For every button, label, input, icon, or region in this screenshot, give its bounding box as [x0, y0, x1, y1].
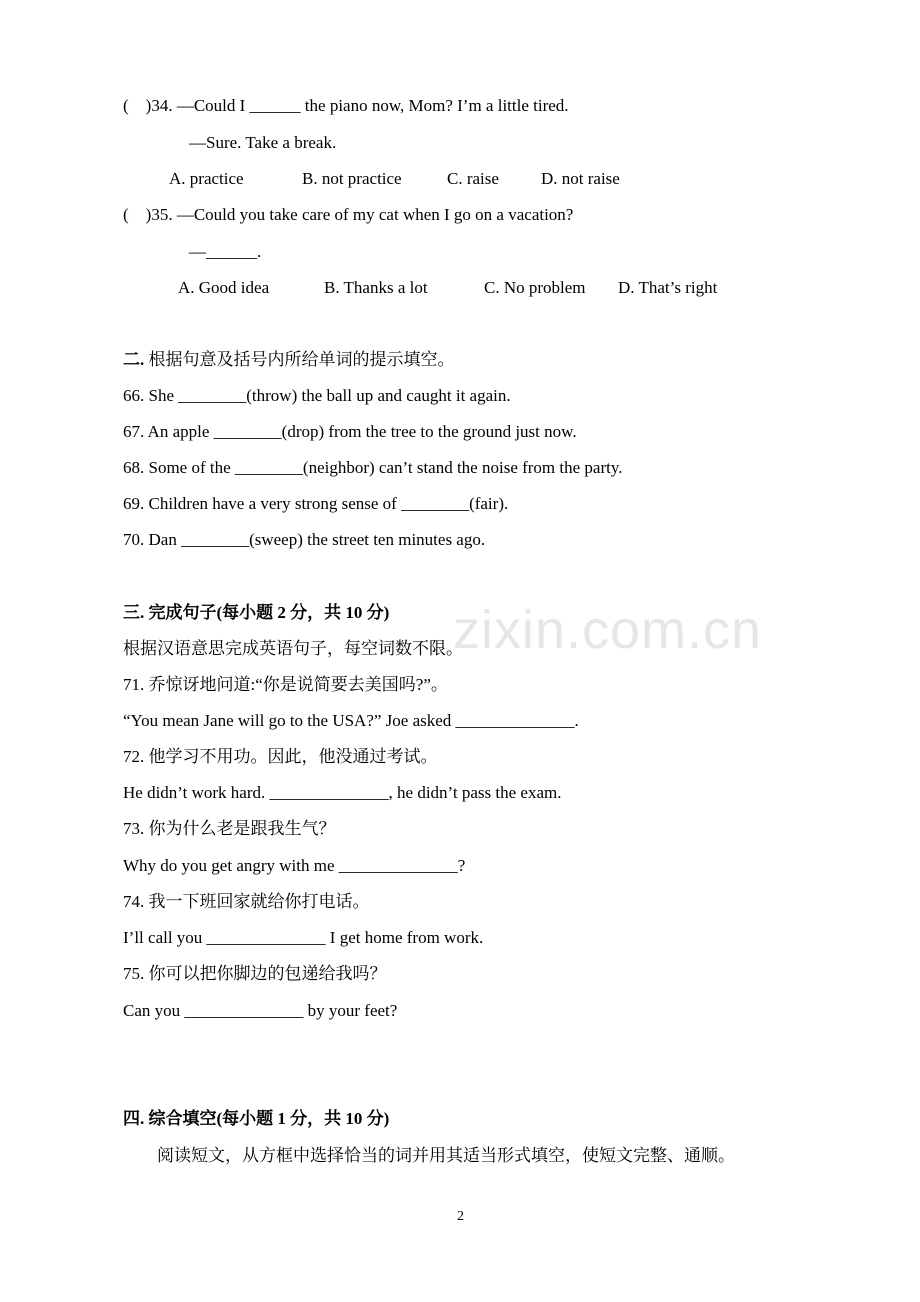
item-72-chinese: 72. 他学习不用功。因此，他没通过考试。	[123, 747, 438, 766]
item-74-english: I’ll call you ______________ I get home from work.	[123, 928, 484, 947]
item-73-english: Why do you get angry with me ______________?	[123, 856, 466, 875]
question-35-option-c: C. No problem	[484, 278, 586, 297]
section-2-title	[123, 350, 455, 370]
item-69: 69. Children have a very strong sense of ________(fair).	[123, 494, 509, 513]
question-34-option-b: B. not practice	[302, 169, 402, 188]
section-2-number: 二.	[123, 350, 145, 369]
question-35-option-d: D. That’s right	[618, 278, 718, 297]
section-4-instruction: 阅读短文，从方框中选择恰当的词并用其适当形式填空，使短文完整、通顺。	[157, 1146, 735, 1165]
item-68: 68. Some of the ________(neighbor) can’t stand the noise from the party.	[123, 458, 623, 477]
section-3-title: 三. 完成句子(每小题 2 分，共 10 分)	[123, 603, 390, 622]
item-75-english: Can you ______________ by your feet?	[123, 1001, 398, 1020]
item-67: 67. An apple ________(drop) from the tree to the ground just now.	[123, 422, 577, 441]
item-72-english: He didn’t work hard. ______________, he didn’t pass the exam.	[123, 783, 562, 802]
item-71-chinese: 71. 乔惊讶地问道:“你是说简要去美国吗?”。	[123, 675, 448, 694]
section-4-title: 四. 综合填空(每小题 1 分，共 10 分)	[123, 1109, 390, 1128]
question-35-option-a: A. Good idea	[178, 278, 270, 297]
question-34: ( )34. —Could I ______ the piano now, Mom? I’m a little tired.	[123, 96, 569, 115]
item-70: 70. Dan ________(sweep) the street ten minutes ago.	[123, 530, 486, 549]
watermark: zixin.com.cn	[453, 600, 763, 660]
question-34-reply: —Sure. Take a break.	[189, 133, 337, 152]
question-35-option-b: B. Thanks a lot	[324, 278, 428, 297]
question-35: ( )35. —Could you take care of my cat when I go on a vacation?	[123, 205, 574, 224]
item-71-english: “You mean Jane will go to the USA?” Joe asked ______________.	[123, 711, 579, 730]
question-34-option-d: D. not raise	[541, 169, 620, 188]
question-35-reply: —______.	[189, 242, 262, 261]
question-34-option-a: A. practice	[169, 169, 244, 188]
page-number: 2	[457, 1209, 464, 1224]
item-75-chinese: 75. 你可以把你脚边的包递给我吗？	[123, 964, 387, 983]
section-2-title-text: 根据句意及括号内所给单词的提示填空。	[144, 350, 455, 369]
section-3-instruction: 根据汉语意思完成英语句子，每空词数不限。	[123, 639, 463, 658]
item-73-chinese: 73. 你为什么老是跟我生气？	[123, 819, 336, 838]
item-74-chinese: 74. 我一下班回家就给你打电话。	[123, 892, 370, 911]
item-66: 66. She ________(throw) the ball up and caught it again.	[123, 386, 511, 405]
question-34-option-c: C. raise	[447, 169, 499, 188]
